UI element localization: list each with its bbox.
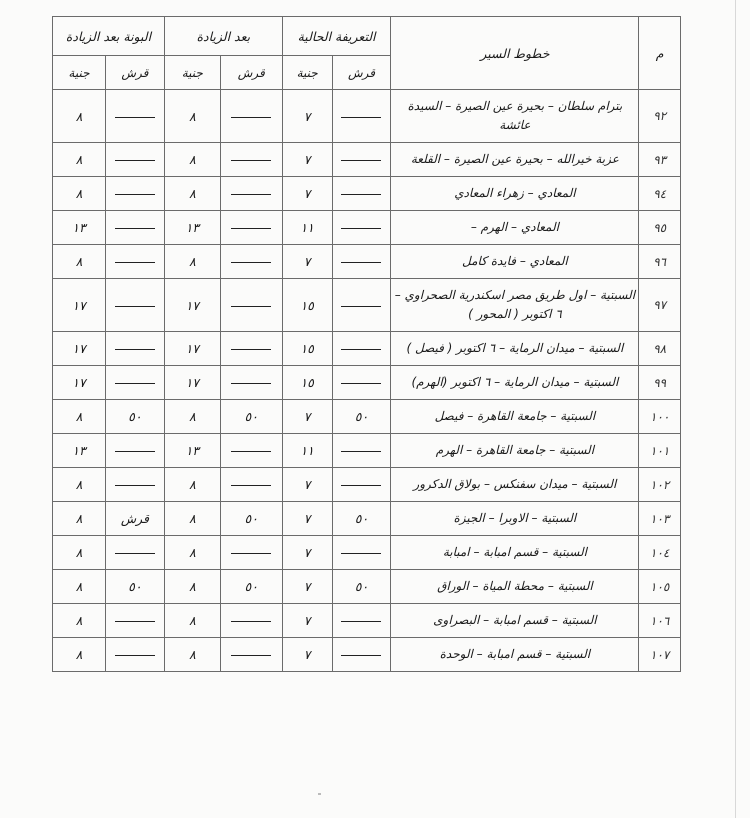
- blank-dash: [115, 451, 155, 452]
- current-qirsh-blank: [332, 366, 391, 400]
- blank-dash: [115, 228, 155, 229]
- ticket-qirsh-blank: [105, 468, 164, 502]
- current-qirsh-blank: [332, 434, 391, 468]
- ticket-ginih-value: ٨: [53, 90, 106, 143]
- ticket-qirsh-value: ٥٠: [105, 570, 164, 604]
- route-name: عزبة خيرالله – بحيرة عين الصيرة – القلعة: [391, 143, 639, 177]
- ticket-ginih-value: ٨: [53, 502, 106, 536]
- after-qirsh-blank: [220, 366, 282, 400]
- after-qirsh-blank: [220, 434, 282, 468]
- after-qirsh-blank: [220, 536, 282, 570]
- after-qirsh-blank: [220, 332, 282, 366]
- route-name: المعادي – الهرم –: [391, 211, 639, 245]
- after-ginih-value: ٨: [164, 502, 220, 536]
- ticket-qirsh-value: قرش: [105, 502, 164, 536]
- blank-dash: [115, 117, 155, 118]
- blank-dash: [341, 451, 381, 452]
- after-ginih-value: ١٧: [164, 332, 220, 366]
- row-number: ١٠١: [639, 434, 681, 468]
- page-edge-line: [735, 0, 736, 818]
- current-ginih-value: ١٥: [282, 366, 332, 400]
- ticket-qirsh-blank: [105, 604, 164, 638]
- subheader-ginih: جنية: [282, 56, 332, 90]
- blank-dash: [341, 655, 381, 656]
- table-row: [53, 604, 681, 638]
- fare-table-body: [53, 90, 681, 672]
- blank-dash: [231, 621, 271, 622]
- blank-dash: [231, 553, 271, 554]
- row-number: ١٠٧: [639, 638, 681, 672]
- row-number: ٩٤: [639, 177, 681, 211]
- route-name: المعادي – فايدة كامل: [391, 245, 639, 279]
- after-ginih-value: ١٣: [164, 211, 220, 245]
- blank-dash: [231, 349, 271, 350]
- after-ginih-value: ٨: [164, 400, 220, 434]
- blank-dash: [231, 194, 271, 195]
- route-name: السبتية – جامعة القاهرة – الهرم: [391, 434, 639, 468]
- fare-table: [52, 16, 681, 672]
- route-name: السبتية – ميدان الرماية – ٦ اكتوبر ( فيصل ): [391, 332, 639, 366]
- table-row: [53, 536, 681, 570]
- after-ginih-value: ٨: [164, 245, 220, 279]
- blank-dash: [231, 655, 271, 656]
- ticket-ginih-value: ٨: [53, 638, 106, 672]
- ticket-qirsh-blank: [105, 638, 164, 672]
- ticket-ginih-value: ١٧: [53, 366, 106, 400]
- current-qirsh-blank: [332, 332, 391, 366]
- current-ginih-value: ٧: [282, 245, 332, 279]
- current-qirsh-blank: [332, 211, 391, 245]
- blank-dash: [341, 306, 381, 307]
- after-qirsh-blank: [220, 468, 282, 502]
- current-qirsh-blank: [332, 143, 391, 177]
- row-number: ٩٢: [639, 90, 681, 143]
- after-ginih-value: ٨: [164, 570, 220, 604]
- ticket-qirsh-blank: [105, 90, 164, 143]
- ticket-ginih-value: ٨: [53, 536, 106, 570]
- table-row: [53, 143, 681, 177]
- after-ginih-value: ٨: [164, 536, 220, 570]
- row-number: ١٠٤: [639, 536, 681, 570]
- blank-dash: [341, 383, 381, 384]
- subheader-ginih: جنية: [164, 56, 220, 90]
- ticket-qirsh-blank: [105, 332, 164, 366]
- current-ginih-value: ٧: [282, 400, 332, 434]
- current-qirsh-value: ٥٠: [332, 570, 391, 604]
- current-qirsh-blank: [332, 279, 391, 332]
- ticket-qirsh-blank: [105, 536, 164, 570]
- row-number: ٩٩: [639, 366, 681, 400]
- route-name: السبتية – الاوبرا – الجيزة: [391, 502, 639, 536]
- after-qirsh-blank: [220, 177, 282, 211]
- header-ticket-after-increase: البونة بعد الزيادة: [53, 17, 165, 56]
- table-row: [53, 400, 681, 434]
- header-route: خطوط السير: [391, 17, 639, 90]
- blank-dash: [115, 194, 155, 195]
- current-qirsh-value: ٥٠: [332, 400, 391, 434]
- ticket-ginih-value: ١٧: [53, 279, 106, 332]
- current-ginih-value: ٧: [282, 502, 332, 536]
- blank-dash: [231, 262, 271, 263]
- current-ginih-value: ١١: [282, 211, 332, 245]
- after-ginih-value: ٨: [164, 90, 220, 143]
- after-ginih-value: ١٣: [164, 434, 220, 468]
- after-qirsh-value: ٥٠: [220, 400, 282, 434]
- ticket-ginih-value: ٨: [53, 468, 106, 502]
- header-current-fare: التعريفة الحالية: [282, 17, 391, 56]
- table-row: [53, 245, 681, 279]
- after-qirsh-blank: [220, 279, 282, 332]
- blank-dash: [115, 349, 155, 350]
- ticket-ginih-value: ١٣: [53, 434, 106, 468]
- current-ginih-value: ٧: [282, 638, 332, 672]
- blank-dash: [341, 160, 381, 161]
- table-row: [53, 211, 681, 245]
- blank-dash: [115, 485, 155, 486]
- table-row: [53, 366, 681, 400]
- blank-dash: [115, 160, 155, 161]
- current-ginih-value: ٧: [282, 90, 332, 143]
- after-qirsh-value: ٥٠: [220, 570, 282, 604]
- ticket-qirsh-blank: [105, 366, 164, 400]
- ticket-ginih-value: ٨: [53, 570, 106, 604]
- route-name: السبتية – جامعة القاهرة – فيصل: [391, 400, 639, 434]
- current-qirsh-blank: [332, 604, 391, 638]
- table-row: [53, 570, 681, 604]
- row-number: ٩٦: [639, 245, 681, 279]
- after-ginih-value: ٨: [164, 468, 220, 502]
- blank-dash: [231, 160, 271, 161]
- subheader-ginih: جنية: [53, 56, 106, 90]
- current-ginih-value: ١٥: [282, 279, 332, 332]
- subheader-qirsh: قرش: [332, 56, 391, 90]
- table-row: [53, 638, 681, 672]
- blank-dash: [115, 306, 155, 307]
- row-number: ٩٥: [639, 211, 681, 245]
- current-qirsh-value: ٥٠: [332, 502, 391, 536]
- blank-dash: [231, 383, 271, 384]
- blank-dash: [231, 228, 271, 229]
- ticket-qirsh-blank: [105, 434, 164, 468]
- blank-dash: [231, 451, 271, 452]
- route-name: المعادي – زهراء المعادي: [391, 177, 639, 211]
- subheader-qirsh: قرش: [105, 56, 164, 90]
- blank-dash: [341, 485, 381, 486]
- ticket-ginih-value: ٨: [53, 143, 106, 177]
- current-ginih-value: ١١: [282, 434, 332, 468]
- current-qirsh-blank: [332, 90, 391, 143]
- current-ginih-value: ٧: [282, 177, 332, 211]
- route-name: السبتية – اول طريق مصر اسكندرية الصحراوي – ٦ اكتوبر ( المحور ): [391, 279, 639, 332]
- row-number: ١٠٠: [639, 400, 681, 434]
- after-qirsh-blank: [220, 143, 282, 177]
- scan-speck: [318, 793, 321, 795]
- after-ginih-value: ٨: [164, 177, 220, 211]
- after-qirsh-blank: [220, 604, 282, 638]
- route-name: بترام سلطان – بحيرة عين الصيرة – السيدة عائشة: [391, 90, 639, 143]
- blank-dash: [341, 194, 381, 195]
- header-number: م: [639, 17, 681, 90]
- after-qirsh-blank: [220, 638, 282, 672]
- route-name: السبتية – قسم امبابة – الوحدة: [391, 638, 639, 672]
- after-ginih-value: ١٧: [164, 279, 220, 332]
- table-row: [53, 177, 681, 211]
- after-ginih-value: ٨: [164, 604, 220, 638]
- ticket-ginih-value: ١٣: [53, 211, 106, 245]
- current-ginih-value: ٧: [282, 570, 332, 604]
- subheader-qirsh: قرش: [220, 56, 282, 90]
- ticket-ginih-value: ٨: [53, 604, 106, 638]
- after-qirsh-blank: [220, 90, 282, 143]
- row-number: ١٠٥: [639, 570, 681, 604]
- ticket-ginih-value: ٨: [53, 177, 106, 211]
- blank-dash: [341, 621, 381, 622]
- table-row: [53, 434, 681, 468]
- blank-dash: [115, 621, 155, 622]
- route-name: السبتية – قسم امبابة – امبابة: [391, 536, 639, 570]
- header-after-increase: بعد الزيادة: [164, 17, 282, 56]
- blank-dash: [231, 485, 271, 486]
- table-row: [53, 332, 681, 366]
- ticket-ginih-value: ٨: [53, 245, 106, 279]
- current-ginih-value: ١٥: [282, 332, 332, 366]
- ticket-qirsh-blank: [105, 211, 164, 245]
- route-name: السبتية – محطة المياة – الوراق: [391, 570, 639, 604]
- ticket-qirsh-blank: [105, 177, 164, 211]
- table-row: [53, 90, 681, 143]
- blank-dash: [341, 349, 381, 350]
- after-qirsh-value: ٥٠: [220, 502, 282, 536]
- ticket-ginih-value: ١٧: [53, 332, 106, 366]
- blank-dash: [341, 228, 381, 229]
- blank-dash: [231, 117, 271, 118]
- blank-dash: [115, 553, 155, 554]
- blank-dash: [341, 262, 381, 263]
- after-qirsh-blank: [220, 245, 282, 279]
- table-row: [53, 502, 681, 536]
- table-row: [53, 468, 681, 502]
- blank-dash: [341, 117, 381, 118]
- current-ginih-value: ٧: [282, 143, 332, 177]
- row-number: ٩٧: [639, 279, 681, 332]
- after-ginih-value: ١٧: [164, 366, 220, 400]
- row-number: ٩٣: [639, 143, 681, 177]
- current-qirsh-blank: [332, 536, 391, 570]
- ticket-qirsh-blank: [105, 279, 164, 332]
- current-ginih-value: ٧: [282, 536, 332, 570]
- after-ginih-value: ٨: [164, 638, 220, 672]
- blank-dash: [115, 383, 155, 384]
- blank-dash: [341, 553, 381, 554]
- current-qirsh-blank: [332, 468, 391, 502]
- ticket-qirsh-value: ٥٠: [105, 400, 164, 434]
- blank-dash: [115, 262, 155, 263]
- ticket-ginih-value: ٨: [53, 400, 106, 434]
- row-number: ١٠٢: [639, 468, 681, 502]
- current-qirsh-blank: [332, 638, 391, 672]
- row-number: ١٠٦: [639, 604, 681, 638]
- after-ginih-value: ٨: [164, 143, 220, 177]
- route-name: السبتية – ميدان الرماية – ٦ اكتوبر (الهرم): [391, 366, 639, 400]
- row-number: ٩٨: [639, 332, 681, 366]
- current-qirsh-blank: [332, 245, 391, 279]
- current-ginih-value: ٧: [282, 604, 332, 638]
- ticket-qirsh-blank: [105, 245, 164, 279]
- current-qirsh-blank: [332, 177, 391, 211]
- route-name: السبتية – ميدان سفنكس – بولاق الدكرور: [391, 468, 639, 502]
- route-name: السبتية – قسم امبابة – البصراوى: [391, 604, 639, 638]
- table-row: [53, 279, 681, 332]
- after-qirsh-blank: [220, 211, 282, 245]
- current-ginih-value: ٧: [282, 468, 332, 502]
- blank-dash: [115, 655, 155, 656]
- row-number: ١٠٣: [639, 502, 681, 536]
- blank-dash: [231, 306, 271, 307]
- ticket-qirsh-blank: [105, 143, 164, 177]
